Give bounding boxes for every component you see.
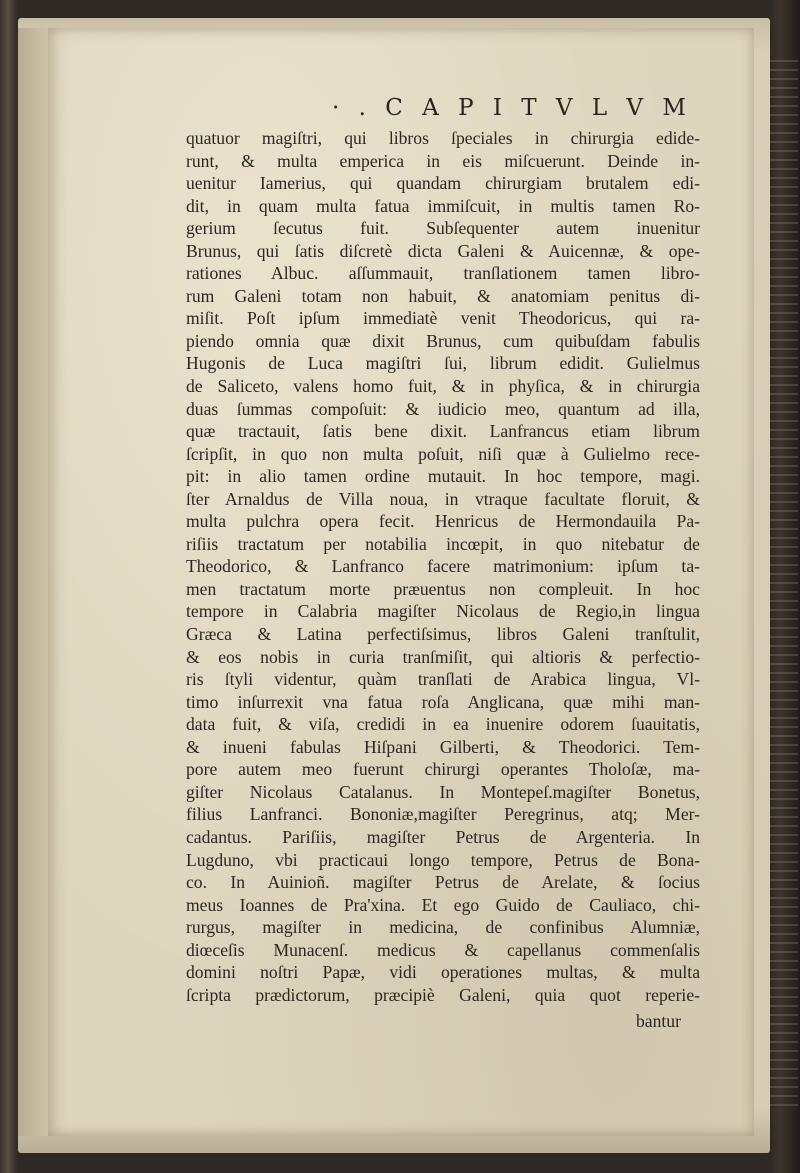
text-line: giſter Nicolaus Catalanus. In Montepeſ.magiſter Bonetus, <box>186 781 700 802</box>
text-line: & eos nobis in curia tranſmiſit, qui altioris & perfectio- <box>186 646 700 667</box>
text-line: ſcripta prædictorum, præcipiè Galeni, quia quot reperie- <box>186 984 700 1005</box>
text-line: multa pulchra opera fecit. Henricus de Hermondauila Pa- <box>186 511 700 532</box>
text-line: rum Galeni totam non habuit, & anatomiam penitus di- <box>186 285 700 306</box>
text-line: Græca & Latina perfectiſsimus, libros Galeni tranſtulit, <box>186 624 700 645</box>
text-line: & inueni fabulas Hiſpani Gilberti, & Theodorici. Tem- <box>186 736 700 757</box>
text-line: rurgus, magiſter in medicina, de confinibus Alumniæ, <box>186 917 700 938</box>
text-line: Theodorico, & Lanfranco facere matrimonium: ipſum ta- <box>186 556 700 577</box>
text-line: domini noſtri Papæ, vidi operationes multas, & multa <box>186 962 700 983</box>
text-line: dit, in quam multa fatua immiſcuit, in multis tamen Ro- <box>186 195 700 216</box>
text-line: ris ſtyli videntur, quàm tranſlati de Arabica lingua, Vl- <box>186 669 700 690</box>
catchword: bantur <box>636 1011 681 1031</box>
text-line: de Saliceto, valens homo fuit, & in phyſica, & in chirurgia <box>186 376 700 397</box>
text-line: runt, & multa emperica in eis miſcuerunt. Deinde in- <box>186 150 700 171</box>
text-line: Hugonis de Luca magiſtri ſui, librum edidit. Gulielmus <box>186 353 700 374</box>
text-line: gerium ſecutus fuit. Subſequenter autem inuenitur <box>186 218 700 239</box>
main-text <box>186 127 700 1006</box>
show-through-edge <box>768 60 798 1110</box>
text-line: Lugduno, vbi practicaui longo tempore, Petrus de Bona- <box>186 849 700 870</box>
text-line: timo inſurrexit vna fatua roſa Anglicana, quæ mihi man- <box>186 691 700 712</box>
text-line: ſcripſit, in quo non multa poſuit, niſi quæ à Gulielmo rece- <box>186 443 700 464</box>
text-line: riſiis tractatum per notabilia incœpit, in quo nitebatur de <box>186 533 700 554</box>
text-line: filius Lanfranci. Bononiæ,magiſter Peregrinus, atq; Mer- <box>186 804 700 825</box>
text-line: tempore in Calabria magiſter Nicolaus de Regio,in lingua <box>186 601 700 622</box>
text-line: pit: in alio tamen ordine mutauit. In hoc tempore, magi. <box>186 466 700 487</box>
text-line: piendo omnia quæ dixit Brunus, cum quibuſdam fabulis <box>186 330 700 351</box>
text-line: Brunus, qui ſatis diſcretè dicta Galeni & Auicennæ, & ope- <box>186 240 700 261</box>
text-line: ſter Arnaldus de Villa noua, in vtraque facultate floruit, & <box>186 488 700 509</box>
text-line: data fuit, & viſa, credidi in ea inuenire odorem ſuauitatis, <box>186 714 700 735</box>
text-line: co. In Auinioñ. magiſter Petrus de Arelate, & ſocius <box>186 872 700 893</box>
text-line: miſit. Poſt ipſum immediatè venit Theodoricus, qui ra- <box>186 308 700 329</box>
text-line: quæ tractauit, ſatis bene dixit. Lanfrancus etiam librum <box>186 421 700 442</box>
text-line: meus Ioannes de Pra'xina. Et ego Guido de Cauliaco, chi- <box>186 894 700 915</box>
text-line: quatuor magiſtri, qui libros ſpeciales in chirurgia edide- <box>186 128 700 148</box>
text-line: men tractatum morte præuentus non compleuit. In hoc <box>186 578 700 599</box>
text-line: duas ſummas compoſuit: & iudicio meo, quantum ad illa, <box>186 398 700 419</box>
text-line: pore autem meo fuerunt chirurgi operantes Tholoſæ, ma- <box>186 759 700 780</box>
text-line: cadantus. Pariſiis, magiſter Petrus de Argenteria. In <box>186 826 700 847</box>
text-line: diœceſis Munacenſ. medicus & capellanus commenſalis <box>186 939 700 960</box>
gutter-margin <box>18 28 52 1136</box>
running-head: · . C A P I T V L V M <box>332 95 692 121</box>
text-line: uenitur Iamerius, qui quandam chirurgiam brutalem edi- <box>186 173 700 194</box>
text-line: rationes Albuc. aſſummauit, tranſlationem tamen libro- <box>186 263 700 284</box>
